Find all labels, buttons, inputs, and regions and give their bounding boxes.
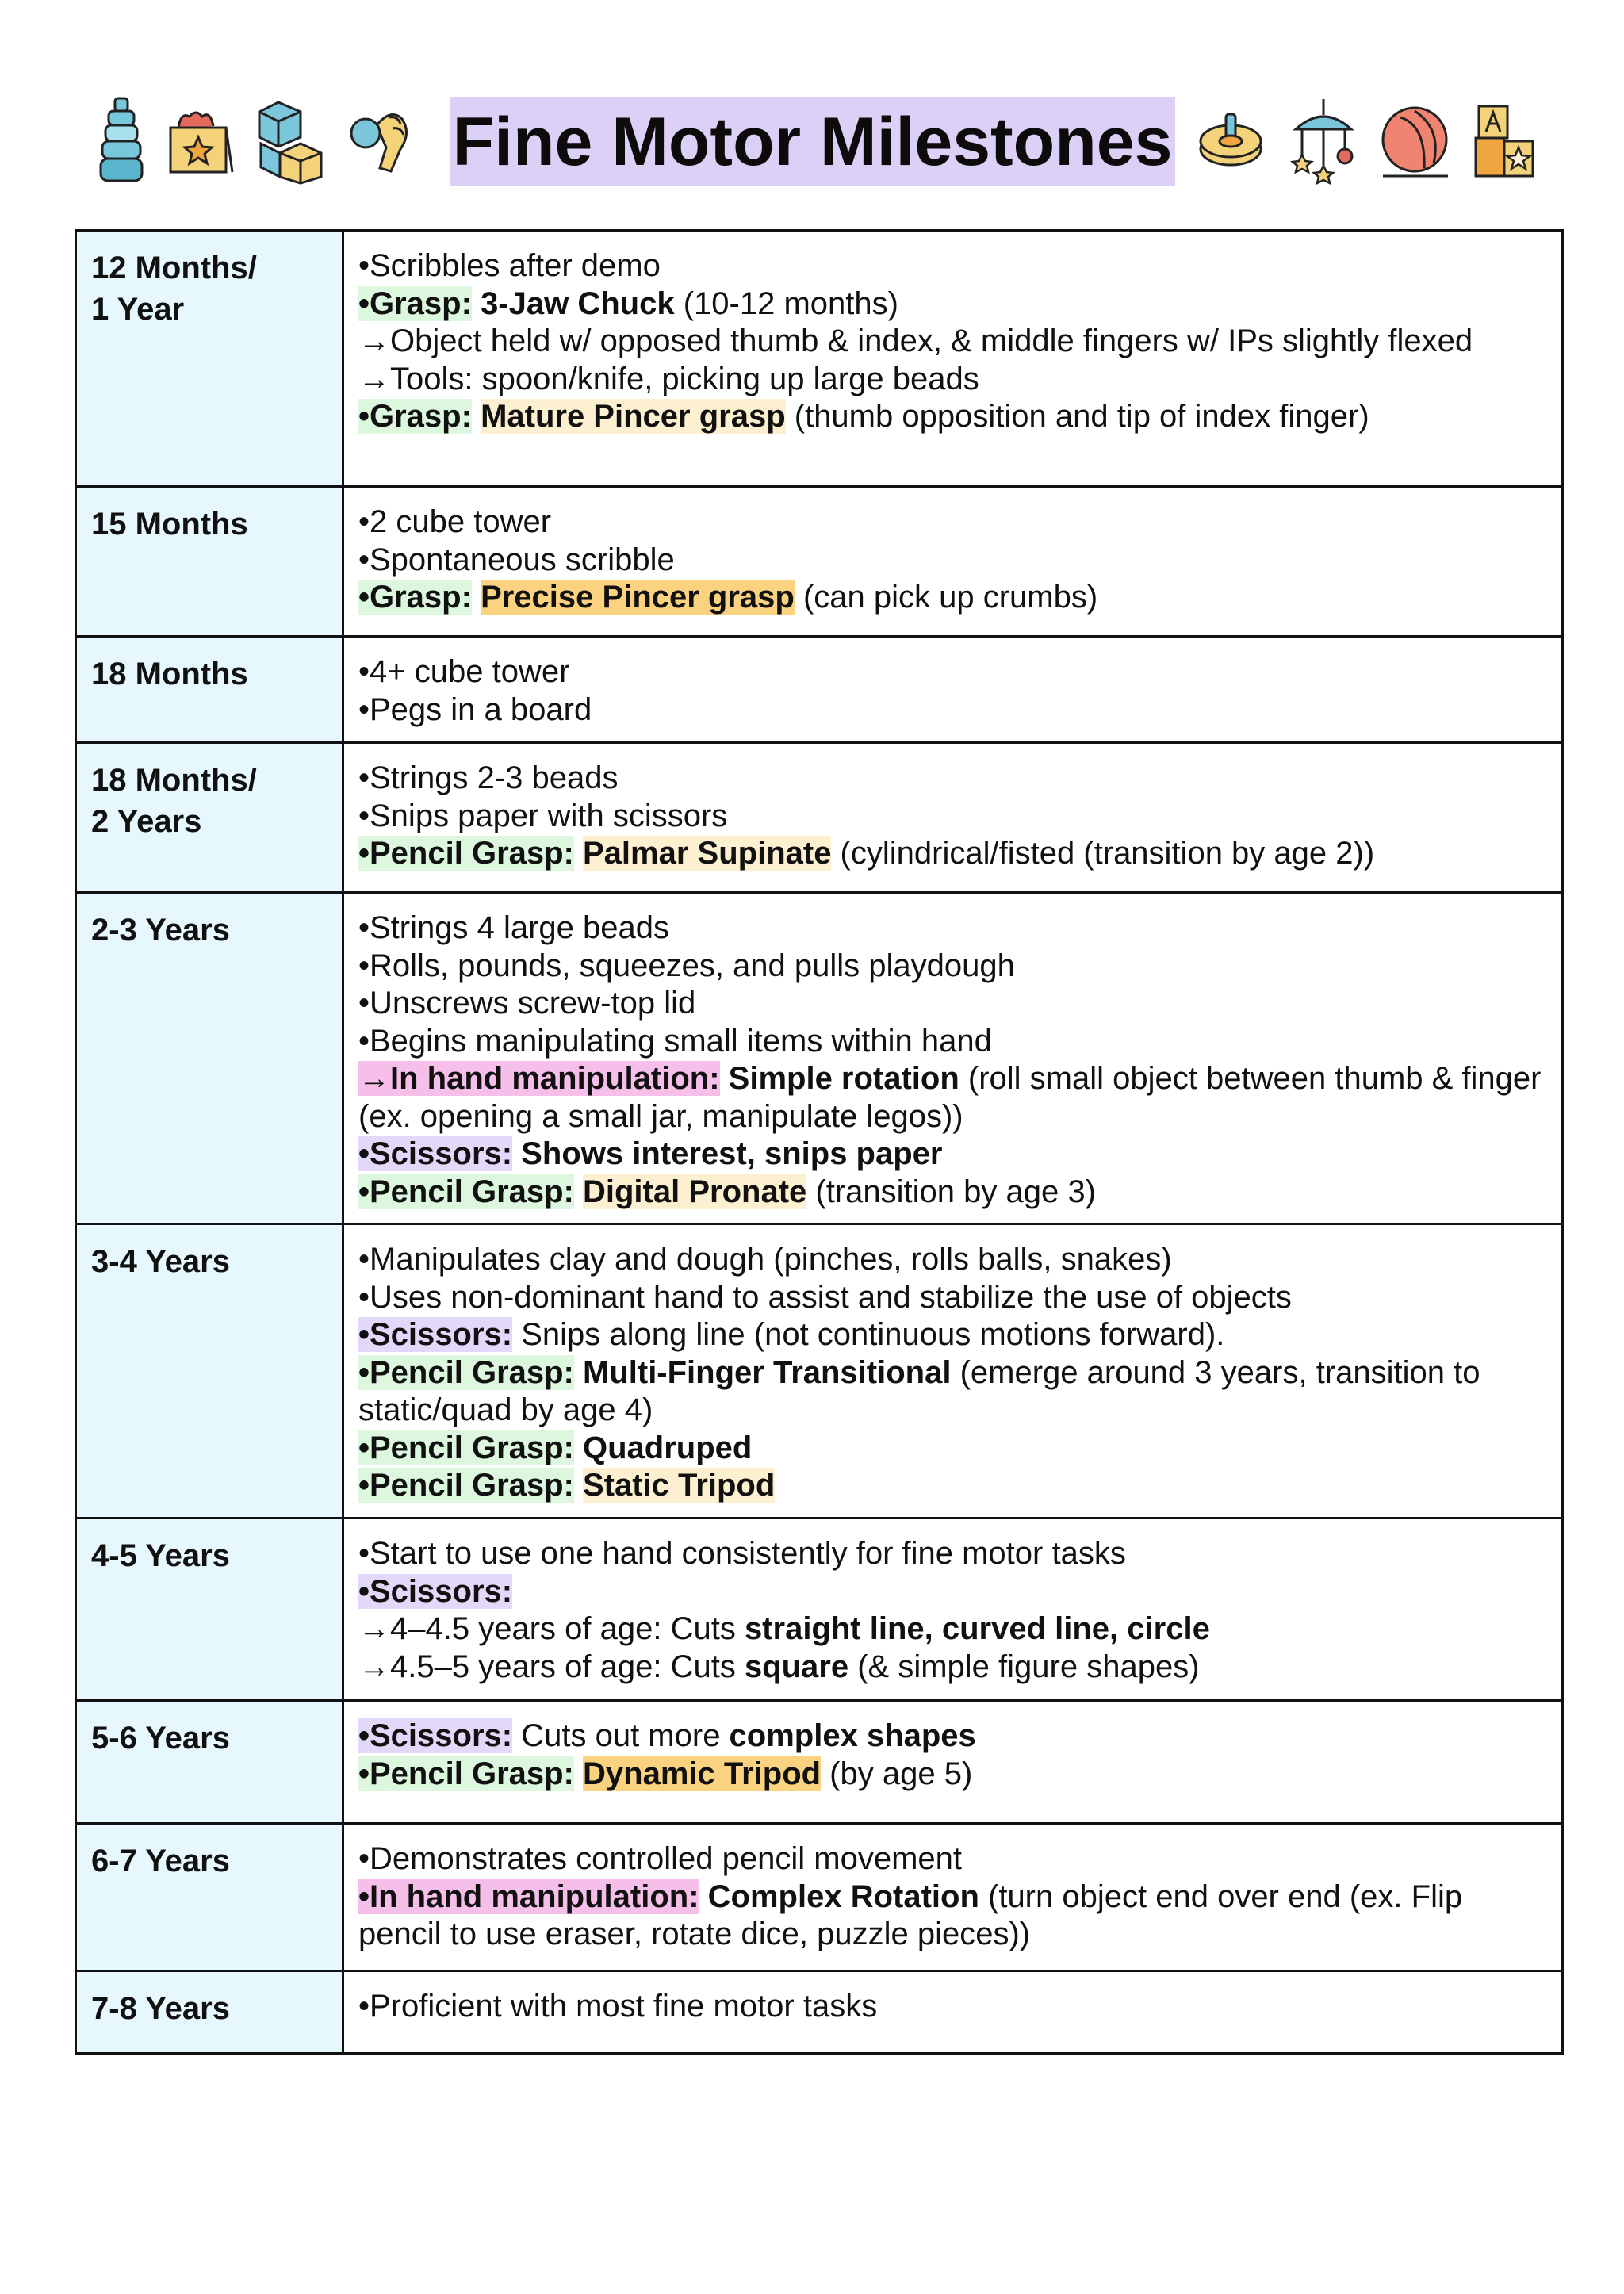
milestone-line: •Scribbles after demo [358, 248, 661, 283]
skill-value: Shows interest, snips paper [521, 1136, 943, 1171]
grasp-value: 3-Jaw Chuck [481, 285, 675, 321]
grasp-value: Dynamic Tripod [583, 1756, 822, 1791]
milestone-line [358, 1316, 1547, 1354]
milestone-line [358, 1573, 1547, 1611]
age-cell [76, 743, 343, 893]
table-row [76, 893, 1563, 1224]
age-label: 1 Year [91, 292, 185, 327]
milestone-cell [343, 487, 1563, 637]
spinning-top-icon [1197, 109, 1269, 173]
skill-value: straight line, curved line, circle [744, 1611, 1210, 1646]
milestone-note: →4–4.5 years of age: Cuts [358, 1611, 745, 1646]
milestone-note: (turn object end over end (ex. Flip pencil to use eraser, rotate dice, puzzle pieces)) [358, 1878, 1463, 1951]
grasp-value: Static Tripod [583, 1468, 776, 1503]
milestone-line: •Uses non-dominant hand to assist and stabilize the use of objects [358, 1279, 1292, 1315]
milestone-line [358, 1756, 1547, 1794]
age-cell [76, 893, 343, 1224]
milestone-cell [343, 743, 1563, 893]
age-cell [76, 1971, 343, 2054]
age-label: 15 Months [91, 507, 248, 542]
age-cell [76, 1701, 343, 1824]
milestone-line [358, 1649, 1547, 1687]
scissors-label: •Scissors: [358, 1573, 513, 1609]
age-label: 2-3 Years [91, 913, 230, 948]
milestone-line: •Snips paper with scissors [358, 798, 728, 833]
skill-value: complex shapes [729, 1718, 976, 1753]
grasp-value: Mature Pincer grasp [481, 399, 786, 434]
milestone-line: •Begins manipulating small items within hand [358, 1023, 992, 1059]
milestone-line [358, 835, 1547, 873]
milestone-line [358, 1718, 1547, 1756]
milestone-cell [343, 1518, 1563, 1701]
milestone-line: →Tools: spoon/knife, picking up large beads [358, 361, 979, 396]
milestone-cell [343, 1701, 1563, 1824]
skill-value: Complex Rotation [707, 1878, 979, 1914]
milestone-line: •Manipulates clay and dough (pinches, rolls balls, snakes) [358, 1242, 1172, 1277]
pencil-grasp-label: •Pencil Grasp: [358, 836, 574, 871]
stacking-rings-icon [98, 94, 145, 189]
milestone-note: (cylindrical/fisted (transition by age 2)) [831, 836, 1375, 871]
milestone-note: (by age 5) [821, 1756, 973, 1791]
age-label: 3-4 Years [91, 1244, 230, 1279]
milestone-line: •Rolls, pounds, squeezes, and pulls playdough [358, 948, 1015, 983]
age-label: 2 Years [91, 804, 202, 839]
milestone-line [358, 285, 1547, 324]
grasp-value: Multi-Finger Transitional [583, 1354, 952, 1390]
milestone-note: (10-12 months) [674, 285, 898, 321]
milestone-note: (transition by age 3) [806, 1174, 1096, 1209]
milestones-table [75, 229, 1564, 2055]
milestone-line [358, 1878, 1547, 1954]
baby-mobile-icon [1288, 98, 1359, 185]
milestone-cell [343, 637, 1563, 743]
milestone-cell [343, 1971, 1563, 2054]
pencil-grasp-label: •Pencil Grasp: [358, 1756, 574, 1791]
page-header [75, 86, 1558, 197]
milestone-line [358, 1430, 1547, 1468]
grasp-value: Quadruped [583, 1430, 753, 1465]
milestone-note: (emerge around 3 years, transition to static/quad by age 4) [358, 1354, 1480, 1427]
milestone-note: (roll small object between thumb & finger (ex. opening a small jar, manipulate legos)) [358, 1061, 1542, 1134]
pencil-grasp-label: •Pencil Grasp: [358, 1468, 574, 1503]
age-label: 4-5 Years [91, 1538, 230, 1573]
pencil-grasp-label: •Pencil Grasp: [358, 1354, 574, 1390]
gift-bag-icon [164, 105, 236, 177]
right-icon-group [1197, 98, 1536, 185]
age-label: 12 Months/ [91, 251, 257, 285]
milestone-line [358, 1174, 1547, 1212]
age-cell [76, 1224, 343, 1518]
milestone-line: •Proficient with most fine motor tasks [358, 1989, 878, 2024]
milestone-line: •Strings 2-3 beads [358, 760, 619, 795]
milestone-line [358, 1610, 1547, 1649]
rattle-icon [345, 101, 416, 181]
milestone-cell [343, 893, 1563, 1224]
grasp-value: Precise Pincer grasp [481, 580, 795, 615]
table-row [76, 487, 1563, 637]
milestone-line: •Demonstrates controlled pencil movement [358, 1841, 963, 1876]
milestone-line [358, 1354, 1547, 1430]
milestone-line: →Object held w/ opposed thumb & index, & middle fingers w/ IPs slightly flexed [358, 324, 1473, 358]
milestone-line: •4+ cube tower [358, 654, 570, 689]
age-label: 18 Months [91, 657, 248, 691]
building-blocks-icon [255, 98, 326, 185]
milestone-note: (can pick up crumbs) [794, 580, 1098, 615]
scissors-label: •Scissors: [358, 1317, 513, 1352]
table-row [76, 637, 1563, 743]
milestone-line: •Unscrews screw-top lid [358, 986, 696, 1021]
milestone-line [358, 1467, 1547, 1505]
milestone-line [358, 1136, 1547, 1174]
left-icon-group [98, 94, 416, 189]
table-row [76, 1224, 1563, 1518]
letter-blocks-icon [1473, 101, 1536, 181]
milestone-note: (& simple figure shapes) [848, 1649, 1200, 1684]
table-row [76, 1824, 1563, 1971]
milestone-line: •Strings 4 large beads [358, 910, 670, 945]
age-cell [76, 1824, 343, 1971]
milestone-line [358, 579, 1547, 617]
milestone-line: •2 cube tower [358, 504, 552, 539]
milestone-note: Snips along line (not continuous motions forward). [512, 1317, 1225, 1352]
pencil-grasp-label: •Pencil Grasp: [358, 1174, 574, 1209]
grasp-label: •Grasp: [358, 285, 472, 321]
table-row [76, 231, 1563, 487]
milestone-line: •Pegs in a board [358, 691, 592, 727]
milestone-line: •Start to use one hand consistently for fine motor tasks [358, 1536, 1126, 1571]
age-cell [76, 1518, 343, 1701]
milestone-line [358, 1060, 1547, 1136]
age-label: 18 Months/ [91, 763, 257, 798]
milestone-note: →4.5–5 years of age: Cuts [358, 1649, 745, 1684]
table-row [76, 743, 1563, 893]
milestone-line [358, 398, 1547, 436]
grasp-label: •Grasp: [358, 399, 472, 434]
age-label: 6-7 Years [91, 1844, 230, 1878]
pencil-grasp-label: •Pencil Grasp: [358, 1430, 574, 1465]
in-hand-manipulation-label: •In hand manipulation: [358, 1878, 699, 1914]
milestone-cell [343, 1224, 1563, 1518]
skill-value: square [744, 1649, 849, 1684]
milestone-cell [343, 231, 1563, 487]
table-row [76, 1971, 1563, 2054]
in-hand-manipulation-label: →In hand manipulation: [358, 1061, 720, 1096]
table-row [76, 1701, 1563, 1824]
grasp-value: Digital Pronate [583, 1174, 807, 1209]
age-label: 7-8 Years [91, 1991, 230, 2026]
ball-icon [1378, 101, 1454, 181]
grasp-value: Palmar Supinate [583, 836, 832, 871]
age-cell [76, 487, 343, 637]
scissors-label: •Scissors: [358, 1718, 513, 1753]
skill-value: Simple rotation [728, 1061, 959, 1096]
page-title: Fine Motor Milestones [450, 97, 1176, 186]
age-cell [76, 637, 343, 743]
grasp-label: •Grasp: [358, 580, 472, 615]
milestone-note: (thumb opposition and tip of index finger) [785, 399, 1369, 434]
age-label: 5-6 Years [91, 1721, 230, 1756]
table-row [76, 1518, 1563, 1701]
milestone-cell [343, 1824, 1563, 1971]
milestone-line: •Spontaneous scribble [358, 542, 675, 577]
milestone-note: Cuts out more [512, 1718, 730, 1753]
age-cell [76, 231, 343, 487]
scissors-label: •Scissors: [358, 1136, 513, 1171]
